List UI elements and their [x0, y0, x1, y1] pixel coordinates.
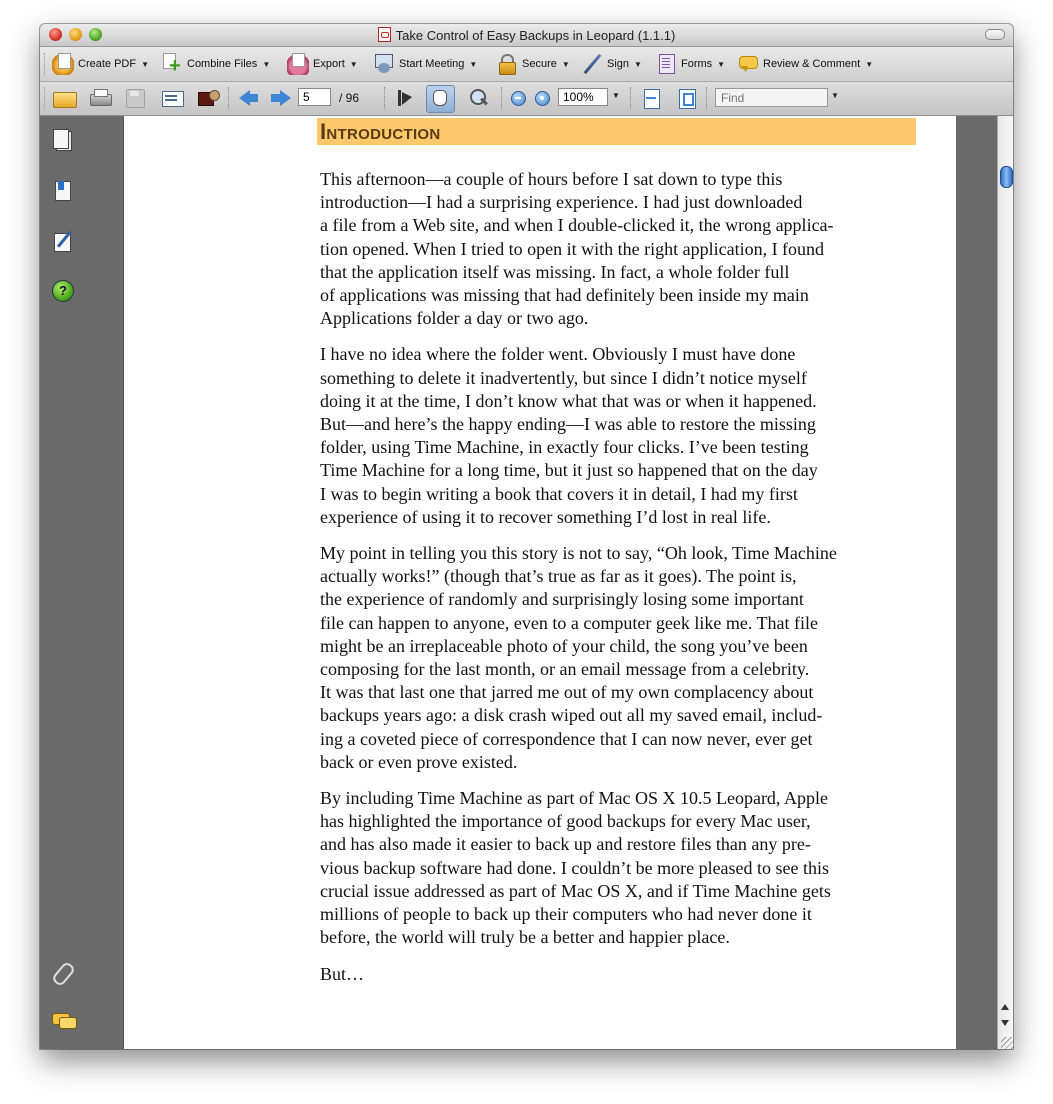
forms-label: Forms — [681, 58, 713, 70]
combine-files-label: Combine Files — [187, 58, 258, 70]
secure-label: Secure — [522, 58, 557, 70]
review-comment-button[interactable] — [737, 52, 873, 76]
signatures-icon[interactable] — [52, 230, 74, 254]
page-number-input[interactable] — [298, 88, 331, 106]
chevron-down-icon: ▼ — [865, 59, 874, 69]
navigation-pane — [40, 116, 124, 1049]
forms-icon — [655, 53, 677, 75]
save-icon[interactable] — [123, 87, 147, 109]
title-bar[interactable] — [40, 24, 1013, 47]
toolbar-separator — [706, 87, 708, 109]
attachments-icon[interactable] — [52, 961, 74, 985]
review-comment-icon — [737, 53, 759, 75]
sign-button[interactable] — [581, 52, 642, 76]
select-tool-icon[interactable] — [393, 87, 417, 109]
zoom-level-input[interactable] — [558, 88, 608, 106]
chevron-down-icon[interactable]: ▼ — [831, 91, 839, 100]
find-input[interactable] — [715, 88, 828, 107]
combine-files-button[interactable] — [161, 52, 270, 76]
acrobat-window — [40, 24, 1013, 1049]
start-meeting-button[interactable] — [373, 52, 477, 76]
comments-icon[interactable] — [52, 1009, 74, 1033]
pages-icon[interactable] — [52, 129, 74, 153]
toolbar-separator — [501, 87, 503, 109]
chevron-down-icon: ▼ — [561, 59, 570, 69]
bridge-icon[interactable] — [196, 87, 220, 109]
paragraph: By including Time Machine as part of Mac OS X 10.5 Leopard, Apple has highlighted the importance of good backups for every Mac user, and has also made it easier to back up and restore files than any pre- vious backup software had done. I couldn’t be more pleased to see this crucial issue addressed as part of Mac OS X, and if Time Machine gets millions of people to back up their computers who had never done it before, the world will truly be a better and happier place. — [320, 788, 831, 948]
toolbar-toggle-button[interactable] — [985, 29, 1005, 40]
chevron-down-icon: ▼ — [634, 59, 642, 69]
chevron-down-icon: ▼ — [717, 59, 726, 69]
fit-width-icon[interactable] — [639, 87, 663, 109]
fit-page-icon[interactable] — [675, 87, 699, 109]
section-heading: Introduction — [320, 119, 441, 144]
chevron-down-icon: ▼ — [469, 59, 478, 69]
scroll-up-icon[interactable] — [1001, 1004, 1009, 1010]
open-folder-icon[interactable] — [52, 87, 76, 109]
previous-page-icon[interactable] — [237, 87, 261, 109]
window-title-wrap — [40, 27, 1013, 43]
lock-icon — [496, 53, 518, 75]
window-title: Take Control of Easy Backups in Leopard (1.1.1) — [395, 28, 676, 43]
scrollbar-thumb[interactable] — [1000, 166, 1013, 188]
paragraph: I have no idea where the folder went. Obviously I must have done something to delete it inadvertently, but since I didn’t notice myself doing it at the time, I don’t know what that was or when it happened. But—and here’s the happy ending—I was able to restore the missing folder, using Time Machine, in exactly four clicks. I’ve been testing Time Machine for a long time, but it just so happened that on the day I was to begin writing a book that covers it in detail, I had my first experience of using it to recover something I’d lost in real life. — [320, 344, 818, 527]
paragraph: My point in telling you this story is not to say, “Oh look, Time Machine actually works!” (though that’s true as far as it goes). The point is, the experience of randomly and surprisingly losing some important file can happen to anyone, even to a computer geek like me. That file might be an irreplaceable photo of your child, the song you’ve been composing for the last month, or an email message from a celebrity. It was that last one that jarred me out of my own complacency about backups years ago: a disk crash wiped out all my saved email, includ- ing a coveted piece of correspondence that I can now never, ever get back or even prove existed. — [320, 543, 837, 772]
export-button[interactable] — [287, 52, 358, 76]
start-meeting-label: Start Meeting — [399, 58, 465, 70]
zoom-out-icon[interactable] — [506, 87, 530, 109]
vertical-scrollbar[interactable] — [997, 116, 1013, 1049]
create-pdf-button[interactable] — [52, 52, 149, 76]
toolbar-separator — [630, 87, 632, 109]
pdf-document-icon — [378, 27, 391, 42]
chevron-down-icon: ▼ — [349, 59, 358, 69]
toolbar-grip[interactable] — [44, 87, 47, 109]
pdf-page — [124, 116, 956, 1049]
chevron-down-icon: ▼ — [262, 59, 271, 69]
start-meeting-icon — [373, 53, 395, 75]
paragraph: But… — [320, 963, 365, 984]
toolbar-grip[interactable] — [44, 53, 47, 75]
secure-button[interactable] — [496, 52, 570, 76]
scroll-down-icon[interactable] — [1001, 1020, 1009, 1026]
toolbar-separator — [228, 87, 230, 109]
review-comment-label: Review & Comment — [763, 58, 861, 70]
paragraph: This afternoon—a couple of hours before I sat down to type this introduction—I had a surprising experience. I had just downloaded a file from a Web site, and when I double-clicked it, the wrong applica- tion opened. When I tried to open it with the right application, I found that the application itself was missing. In fact, a whole folder full of applications was missing that had definitely been inside my main Applications folder a day or two ago. — [320, 169, 834, 329]
combine-files-icon — [161, 53, 183, 75]
bookmarks-icon[interactable] — [52, 180, 74, 204]
export-label: Export — [313, 58, 345, 70]
page-total-label: / 96 — [339, 91, 360, 105]
export-icon — [287, 53, 309, 75]
next-page-icon[interactable] — [268, 87, 292, 109]
zoom-in-icon[interactable] — [530, 87, 554, 109]
pen-icon — [581, 53, 603, 75]
resize-grip[interactable] — [1001, 1037, 1013, 1049]
chevron-down-icon[interactable]: ▼ — [612, 91, 620, 100]
chevron-down-icon: ▼ — [141, 59, 149, 69]
document-area[interactable] — [124, 116, 997, 1049]
task-toolbar — [40, 47, 1013, 82]
forms-button[interactable] — [655, 52, 725, 76]
sign-label: Sign — [607, 58, 630, 70]
hand-tool-icon[interactable] — [426, 85, 455, 113]
print-icon[interactable] — [88, 87, 112, 109]
create-pdf-label: Create PDF — [78, 58, 137, 70]
body-text — [320, 168, 918, 999]
help-icon[interactable]: ? — [52, 280, 74, 302]
toolbar-separator — [384, 87, 386, 109]
email-icon[interactable] — [160, 87, 184, 109]
marquee-zoom-icon[interactable] — [467, 87, 491, 109]
create-pdf-icon — [52, 53, 74, 75]
